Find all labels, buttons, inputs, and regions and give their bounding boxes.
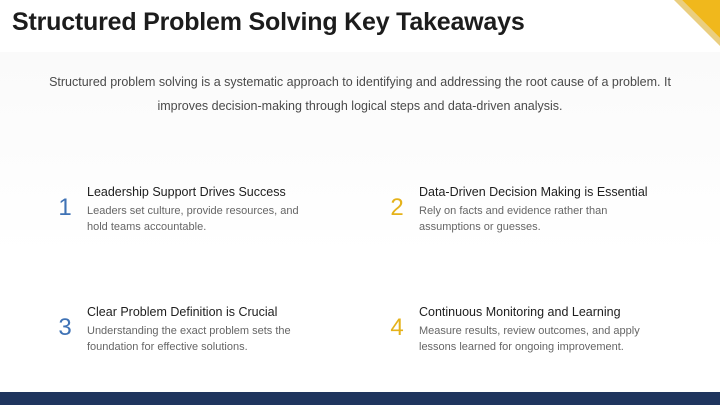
takeaway-number: 3 bbox=[58, 314, 72, 341]
takeaway-number: 1 bbox=[58, 194, 72, 221]
takeaway-title: Clear Problem Definition is Crucial bbox=[87, 305, 278, 319]
footer-bar bbox=[0, 392, 720, 405]
takeaway-description: Measure results, review outcomes, and apply lessons learned for ongoing improvement. bbox=[419, 325, 640, 353]
takeaway-description: Rely on facts and evidence rather than assumptions or guesses. bbox=[419, 205, 608, 233]
intro-paragraph: Structured problem solving is a systematic approach to identifying and addressing the root cause of a problem. It improves decision-making through logical steps and data-driven analysis. bbox=[49, 75, 671, 113]
slide-title: Structured Problem Solving Key Takeaways bbox=[12, 8, 525, 36]
takeaway-title: Data-Driven Decision Making is Essential bbox=[419, 185, 648, 199]
takeaway-number: 2 bbox=[390, 194, 404, 221]
takeaway-description: Understanding the exact problem sets the foundation for effective solutions. bbox=[87, 325, 291, 353]
takeaway-title: Continuous Monitoring and Learning bbox=[419, 305, 621, 319]
corner-accent-shape bbox=[674, 0, 720, 46]
takeaway-description: Leaders set culture, provide resources, and hold teams accountable. bbox=[87, 205, 299, 233]
takeaway-title: Leadership Support Drives Success bbox=[87, 185, 286, 199]
takeaway-number: 4 bbox=[390, 314, 404, 341]
